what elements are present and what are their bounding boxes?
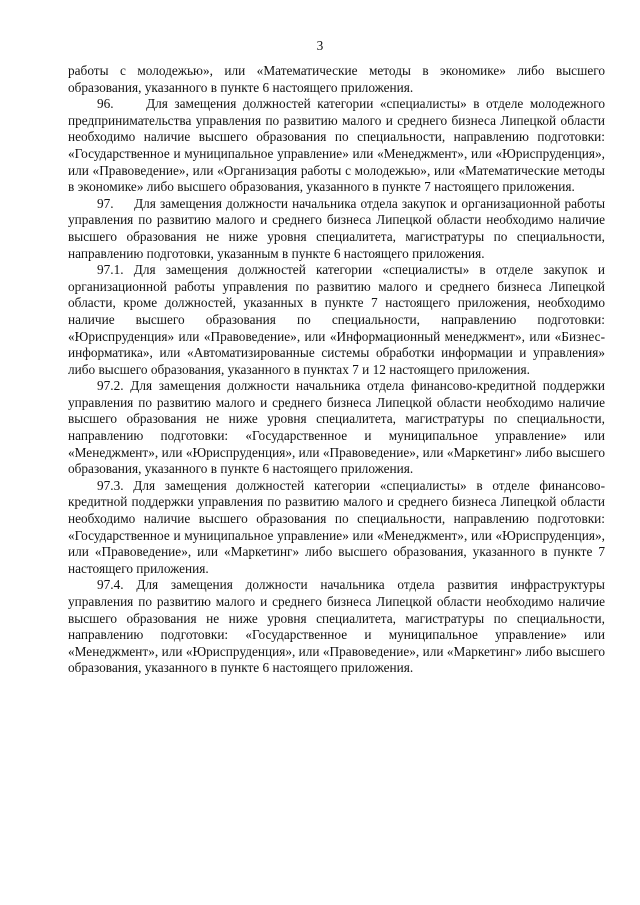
paragraph-97-1: 97.1. Для замещения должностей категории «специалисты» в отделе закупок и организационной работы управления по развитию малого и среднего бизнеса Липецкой области, кроме должностей, указанных в пункте 7 настоящего приложения, необходимо наличие высшего образования по специальности, направлению подготовки: «Юриспруденция» или «Правоведение», или «Информационный менеджмент», или «Бизнес-информатика», или «Автоматизированные системы обработки информации и управления» либо высшего образования, указанного в пунктах 7 и 12 настоящего приложения. (68, 262, 605, 377)
paragraph-96: 96. Для замещения должностей категории «специалисты» в отделе молодежного предпринимательства управления по развитию малого и среднего бизнеса Липецкой области необходимо наличие высшего образования по специальности, направлению подготовки: «Государственное и муниципальное управление» или «Менеджмент», или «Юриспруденция», или «Правоведение», или «Организация работы с молодежью», или «Математические методы в экономике» либо высшего образования, указанного в пункте 7 настоящего приложения. (68, 96, 605, 195)
paragraph-97-4: 97.4. Для замещения должности начальника отдела развития инфраструктуры управления по развитию малого и среднего бизнеса Липецкой области необходимо наличие высшего образования не ниже уровня специалитета, магистратуры по специальности, направлению подготовки: «Государственное и муниципальное управление» или «Менеджмент», или «Юриспруденция», или «Правоведение», или «Маркетинг» либо высшего образования, указанного в пункте 6 настоящего приложения. (68, 577, 605, 676)
page-number: 3 (316, 38, 324, 53)
paragraph-97-3: 97.3. Для замещения должностей категории «специалисты» в отделе финансово-кредитной поддержки управления по развитию малого и среднего бизнеса Липецкой области необходимо наличие высшего образования по специальности, направлению подготовки: «Государственное и муниципальное управление» или «Менеджмент», или «Юриспруденция», или «Правоведение», или «Маркетинг» либо высшего образования, указанного в пункте 7 настоящего приложения. (68, 477, 605, 576)
paragraph-97: 97. Для замещения должности начальника отдела закупок и организационной работы управления по развитию малого и среднего бизнеса Липецкой области необходимо наличие высшего образования не ниже уровня специалитета, магистратуры по специальности, направлению подготовки, указанным в пункте 6 настоящего приложения. (68, 195, 605, 261)
document-body (68, 63, 605, 677)
paragraph-continuation: работы с молодежью», или «Математические методы в экономике» либо высшего образования, указанного в пункте 6 настоящего приложения. (68, 63, 605, 95)
paragraph-97-2: 97.2. Для замещения должности начальника отдела финансово-кредитной поддержки управления по развитию малого и среднего бизнеса Липецкой области необходимо наличие высшего образования не ниже уровня специалитета, магистратуры по специальности, направлению подготовки: «Государственное и муниципальное управление» или «Менеджмент», или «Юриспруденция», или «Правоведение», или «Маркетинг» либо высшего образования, указанного в пункте 6 настоящего приложения. (68, 378, 605, 477)
